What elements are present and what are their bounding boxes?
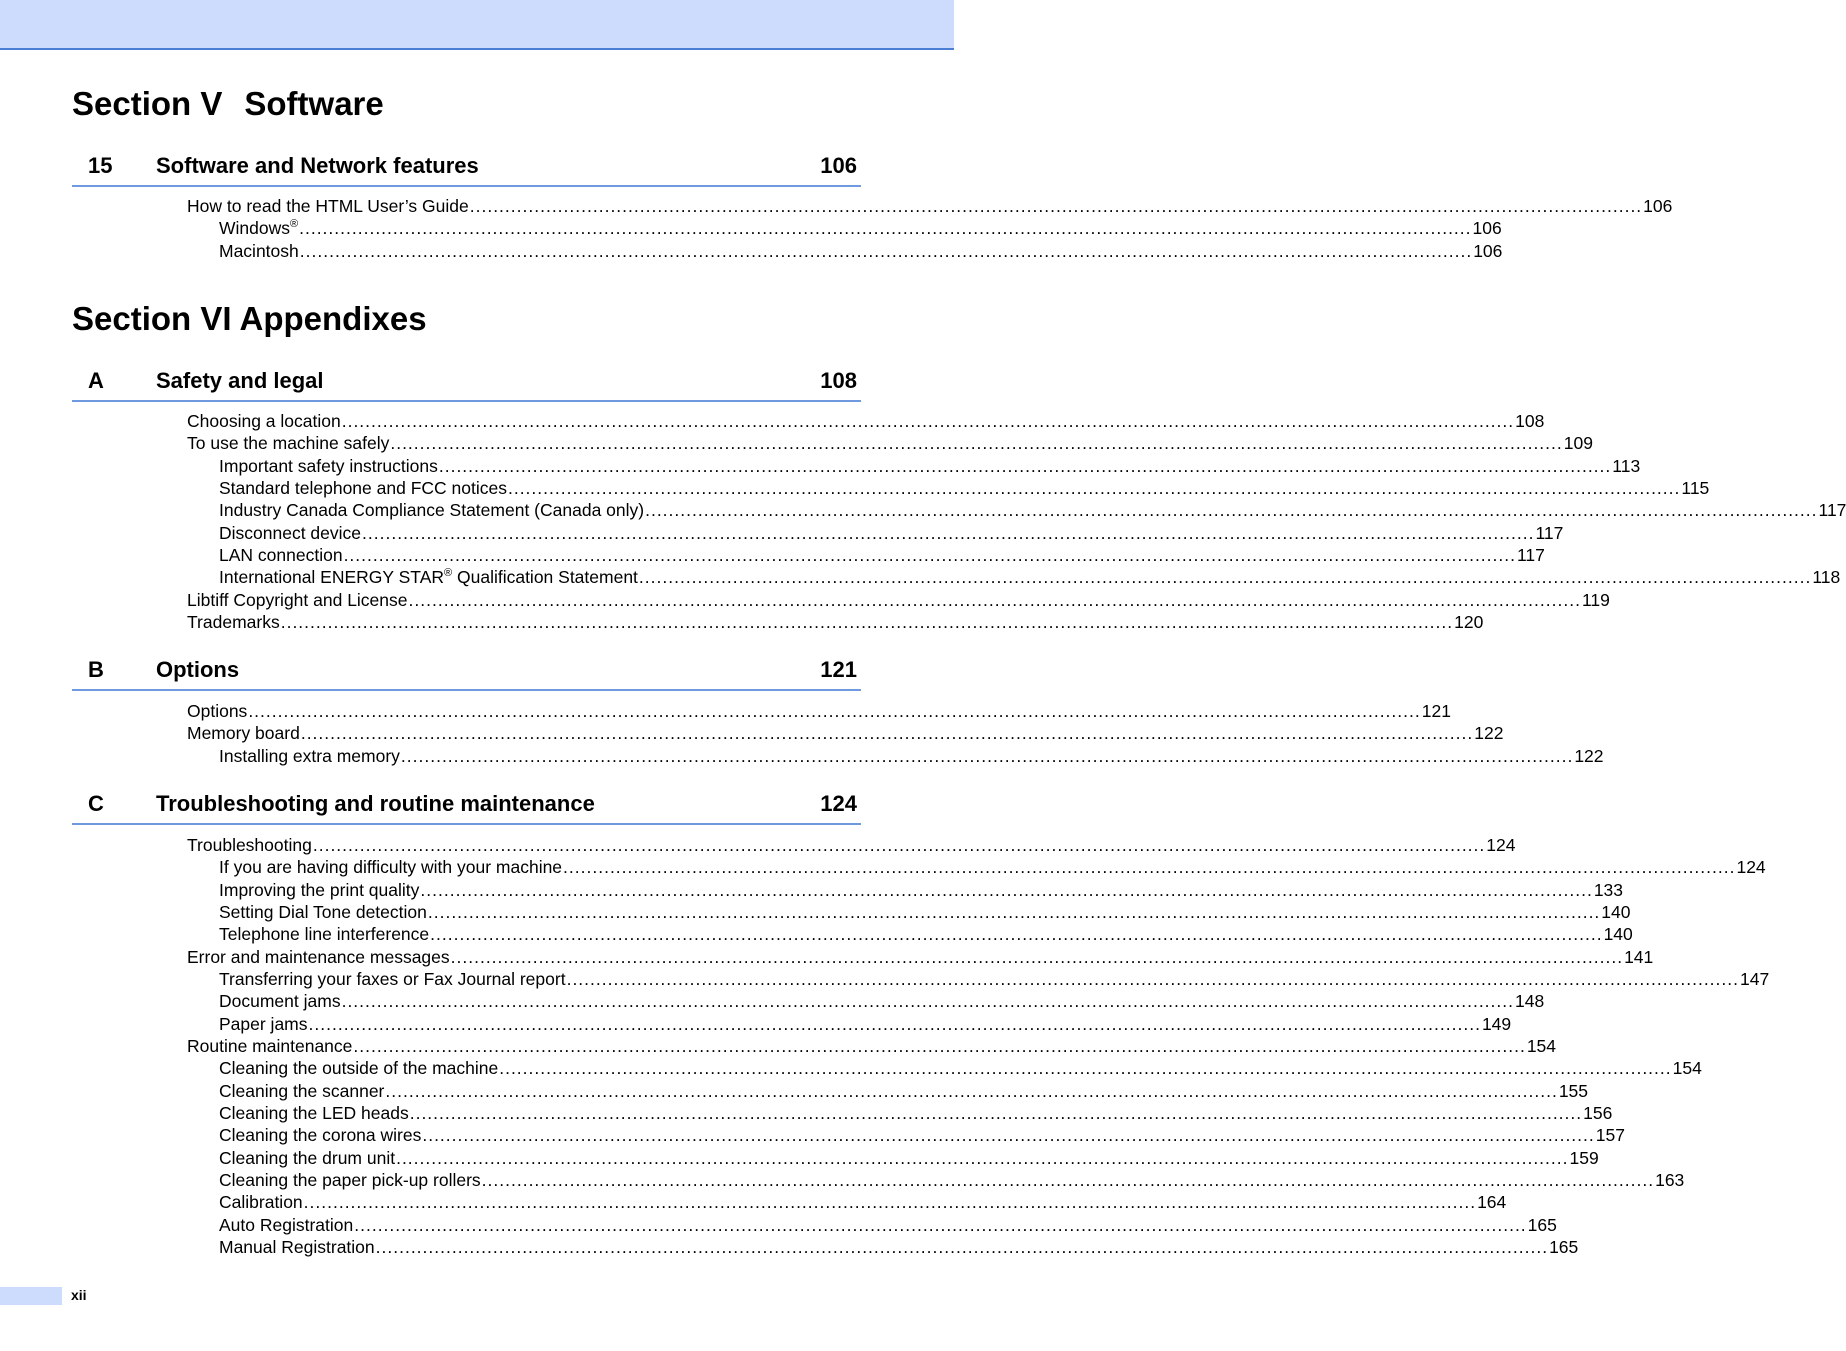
toc-entry-title: Auto Registration <box>219 1214 354 1235</box>
toc-entry-page: 106 <box>1472 218 1502 239</box>
dot-leader: ........................................................................................................................................................................................................ <box>645 500 1818 521</box>
toc-entry-title: Manual Registration <box>219 1236 375 1257</box>
toc-entry-title: Memory board <box>187 723 300 744</box>
toc-entry-title: Setting Dial Tone detection <box>219 901 427 922</box>
toc-entry[interactable] <box>219 1013 1512 1035</box>
toc-entry[interactable] <box>219 879 1624 901</box>
dot-leader: ........................................................................................................................................................................................................ <box>430 924 1603 945</box>
dot-leader: ........................................................................................................................................................................................................ <box>354 1214 1527 1235</box>
toc-entry[interactable] <box>187 1035 1557 1057</box>
dot-leader: ........................................................................................................................................................................................................ <box>420 879 1593 900</box>
toc-entry-title: Cleaning the drum unit <box>219 1147 396 1168</box>
toc-entry[interactable] <box>219 990 1545 1012</box>
toc-entry-page: 120 <box>1454 611 1484 632</box>
toc-entry-page: 106 <box>1473 240 1503 261</box>
registered-mark: ® <box>290 218 299 231</box>
toc-entry-page: 108 <box>1515 411 1545 431</box>
toc-entry-page: 147 <box>1740 968 1770 989</box>
dot-leader: ........................................................................................................................................................................................................ <box>422 1125 1595 1146</box>
toc-entry-page: 118 <box>1812 567 1841 588</box>
section-title: Section V Software <box>72 85 384 122</box>
dot-leader: ........................................................................................................................................................................................................ <box>396 1147 1569 1168</box>
toc-entry-title: Windows® <box>219 218 299 239</box>
toc-entry[interactable] <box>219 522 1564 544</box>
dot-leader: ........................................................................................................................................................................................................ <box>375 1236 1549 1257</box>
chapter-page: 124 <box>820 791 857 816</box>
toc-entry[interactable] <box>187 834 1516 856</box>
toc-entry[interactable] <box>187 611 1484 633</box>
toc-entry-page: 165 <box>1549 1236 1579 1257</box>
toc-entry[interactable] <box>219 1102 1613 1124</box>
dot-leader: ........................................................................................................................................................................................................ <box>390 433 1563 454</box>
dot-leader: ........................................................................................................................................................................................................ <box>400 745 1574 766</box>
toc-entry-title: Disconnect device <box>219 522 362 543</box>
toc-entry[interactable] <box>219 217 1502 239</box>
chapter-number: B <box>88 657 104 682</box>
toc-entry-page: 124 <box>1736 857 1766 878</box>
toc-entry-page: 124 <box>1486 835 1516 855</box>
toc-entry[interactable] <box>187 410 1545 432</box>
toc-entry-title: Document jams <box>219 991 341 1012</box>
toc-entry-title: Cleaning the corona wires <box>219 1125 422 1146</box>
toc-entry-page: 113 <box>1612 455 1641 476</box>
toc-entry[interactable] <box>219 745 1604 767</box>
toc-entry-page: 140 <box>1603 924 1633 945</box>
dot-leader: ........................................................................................................................................................................................................ <box>308 1013 1481 1034</box>
chapter-page: 121 <box>820 657 857 682</box>
toc-entry-page: 106 <box>1643 196 1673 216</box>
section-title: Section VI Appendixes <box>72 300 427 337</box>
toc-entry[interactable] <box>219 1124 1625 1146</box>
toc-entry[interactable] <box>219 1214 1557 1236</box>
dot-leader: ........................................................................................................................................................................................................ <box>300 723 1474 744</box>
toc-entry-title: To use the machine safely <box>187 433 390 454</box>
toc-entry[interactable] <box>187 195 1673 217</box>
toc-entry-title: Important safety instructions <box>219 455 438 476</box>
chapter-page: 106 <box>820 153 857 178</box>
dot-leader: ........................................................................................................................................................................................................ <box>312 835 1486 855</box>
toc-entry-title: Troubleshooting <box>187 835 312 855</box>
toc-entry-title: Cleaning the outside of the machine <box>219 1058 499 1079</box>
dot-leader: ........................................................................................................................................................................................................ <box>280 611 1454 632</box>
dot-leader: ........................................................................................................................................................................................................ <box>341 991 1514 1012</box>
toc-entry-title: Standard telephone and FCC notices <box>219 477 507 498</box>
toc-entry[interactable] <box>219 1080 1589 1102</box>
toc-entry-title: Cleaning the LED heads <box>219 1102 409 1123</box>
toc-entry-page: 122 <box>1574 745 1604 766</box>
chapter-page: 108 <box>820 368 857 393</box>
dot-leader: ........................................................................................................................................................................................................ <box>563 857 1736 878</box>
dot-leader: ........................................................................................................................................................................................................ <box>341 411 1515 431</box>
chapter-heading[interactable] <box>72 153 861 187</box>
dot-leader: ........................................................................................................................................................................................................ <box>427 901 1601 922</box>
dot-leader: ........................................................................................................................................................................................................ <box>409 1102 1583 1123</box>
toc-entry-title: Trademarks <box>187 611 280 632</box>
dot-leader: ........................................................................................................................................................................................................ <box>438 455 1612 476</box>
chapter-title: Troubleshooting and routine maintenance <box>156 791 595 816</box>
toc-entry-title: Libtiff Copyright and License <box>187 589 408 610</box>
toc-entry-page: 119 <box>1581 589 1610 610</box>
toc-entry-page: 122 <box>1474 723 1504 744</box>
toc-entry-title: Options <box>187 701 248 721</box>
chapter-number: C <box>88 791 104 816</box>
header-band <box>0 0 954 50</box>
toc-entry[interactable] <box>187 432 1593 454</box>
toc-entry-page: 117 <box>1535 522 1564 543</box>
toc-entry-title: LAN connection <box>219 544 343 565</box>
toc-entry[interactable] <box>219 968 1770 990</box>
toc-entry[interactable] <box>187 589 1610 611</box>
toc-entry-title: Error and maintenance messages <box>187 946 450 967</box>
toc-entry-title: International ENERGY STAR® Qualification Statement <box>219 567 638 588</box>
toc-entry-title: Industry Canada Compliance Statement (Canada only) <box>219 500 645 521</box>
toc-entry-title: If you are having difficulty with your machine <box>219 857 563 878</box>
toc-entry[interactable] <box>187 946 1654 968</box>
dot-leader: ........................................................................................................................................................................................................ <box>299 240 1473 261</box>
toc-entry-title: Telephone line interference <box>219 924 430 945</box>
toc-entry-page: 140 <box>1601 901 1631 922</box>
toc-entry[interactable] <box>219 544 1545 566</box>
dot-leader: ........................................................................................................................................................................................................ <box>343 544 1516 565</box>
chapter-heading[interactable] <box>72 368 861 402</box>
toc-entry-page: 165 <box>1527 1214 1557 1235</box>
chapter-title: Options <box>156 657 240 682</box>
toc-entry-title: Cleaning the scanner <box>219 1080 385 1101</box>
toc-entry-page: 109 <box>1563 433 1593 454</box>
toc-entry-page: 154 <box>1672 1058 1702 1079</box>
dot-leader: ........................................................................................................................................................................................................ <box>385 1080 1558 1101</box>
toc-entry[interactable] <box>219 923 1633 945</box>
toc-entry-page: 154 <box>1526 1035 1557 1056</box>
dot-leader: ........................................................................................................................................................................................................ <box>469 196 1643 216</box>
toc-entry[interactable] <box>219 1236 1579 1258</box>
toc-entry[interactable] <box>219 1191 1507 1213</box>
toc-entry[interactable] <box>219 566 1841 588</box>
dot-leader: ........................................................................................................................................................................................................ <box>353 1035 1526 1056</box>
toc-entry-page: 117 <box>1818 500 1846 521</box>
toc-entry[interactable] <box>187 700 1451 722</box>
chapter-heading[interactable] <box>72 657 861 691</box>
chapter-number: A <box>88 368 104 393</box>
toc-entry-page: 115 <box>1681 477 1710 498</box>
toc-entry[interactable] <box>219 477 1710 499</box>
toc-entry[interactable] <box>219 856 1766 878</box>
chapter-title: Software and Network features <box>156 153 479 178</box>
dot-leader: ........................................................................................................................................................................................................ <box>507 477 1681 498</box>
toc-entry-page: 164 <box>1477 1192 1507 1213</box>
dot-leader: ........................................................................................................................................................................................................ <box>303 1192 1477 1213</box>
registered-mark: ® <box>444 567 453 580</box>
dot-leader: ........................................................................................................................................................................................................ <box>481 1169 1655 1190</box>
dot-leader: ........................................................................................................................................................................................................ <box>566 968 1739 989</box>
toc-entry[interactable] <box>187 722 1504 744</box>
dot-leader: ........................................................................................................................................................................................................ <box>638 567 1812 588</box>
toc-entry-title: Calibration <box>219 1192 303 1213</box>
toc-entry-page: 121 <box>1421 701 1451 721</box>
dot-leader: ........................................................................................................................................................................................................ <box>450 946 1624 967</box>
footer-band <box>0 1287 62 1305</box>
toc-entry-title: Installing extra memory <box>219 745 400 766</box>
toc-entry-title: Improving the print quality <box>219 879 420 900</box>
dot-leader: ........................................................................................................................................................................................................ <box>362 522 1535 543</box>
toc-entry[interactable] <box>219 1169 1685 1191</box>
toc-entry[interactable] <box>219 240 1503 262</box>
toc-entry-title: Routine maintenance <box>187 1035 353 1056</box>
toc-entry-title: Paper jams <box>219 1013 308 1034</box>
toc-entry-page: 159 <box>1569 1147 1599 1168</box>
toc-entry-page: 133 <box>1593 879 1624 900</box>
toc-entry-page: 163 <box>1655 1169 1685 1190</box>
toc-entry-page: 141 <box>1624 946 1654 967</box>
toc-entry-title: Transferring your faxes or Fax Journal report <box>219 968 566 989</box>
dot-leader: ........................................................................................................................................................................................................ <box>248 701 1421 721</box>
toc-entry[interactable] <box>219 1057 1702 1079</box>
toc-entry-page: 155 <box>1558 1080 1589 1101</box>
toc-entry-page: 117 <box>1516 544 1545 565</box>
toc-entry-title: Cleaning the paper pick-up rollers <box>219 1169 481 1190</box>
toc-entry[interactable] <box>219 1147 1599 1169</box>
toc-entry-title: Choosing a location <box>187 411 341 431</box>
chapter-title: Safety and legal <box>156 368 324 393</box>
toc-entry-title: How to read the HTML User’s Guide <box>187 196 469 216</box>
toc-entry[interactable] <box>219 455 1641 477</box>
dot-leader: ........................................................................................................................................................................................................ <box>299 218 1472 239</box>
toc-entry-page: 156 <box>1583 1102 1613 1123</box>
dot-leader: ........................................................................................................................................................................................................ <box>408 589 1581 610</box>
toc-entry-page: 149 <box>1481 1013 1512 1034</box>
dot-leader: ........................................................................................................................................................................................................ <box>499 1058 1672 1079</box>
toc-entry-page: 157 <box>1595 1125 1625 1146</box>
chapter-number: 15 <box>88 153 113 178</box>
chapter-heading[interactable] <box>72 791 861 825</box>
toc-entry-title: Macintosh <box>219 240 299 261</box>
toc-entry[interactable] <box>219 499 1846 521</box>
toc-entry[interactable] <box>219 901 1631 923</box>
page-number: xii <box>71 1287 87 1303</box>
toc-entry-page: 148 <box>1515 991 1545 1012</box>
